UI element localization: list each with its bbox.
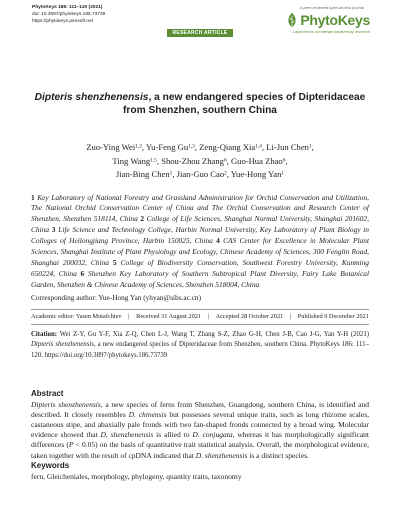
affiliations: [31, 193, 369, 291]
text-run: is allied to: [153, 430, 193, 440]
text-run: , a new species of ferns from Shenzhen, Guangdong, southern China, is identified and described. It closely resembles: [31, 399, 369, 419]
affiliation-number: 4: [216, 236, 220, 246]
author-separator: ,: [285, 155, 288, 166]
text-run: , a new endangered species of Dipteridaceae from Shenzhen, southern China. PhytoKeys 186: 111–120.: [31, 341, 369, 359]
keyword[interactable]: taxonomy: [211, 472, 242, 481]
author-name: Ting Wang: [112, 155, 151, 166]
citation: [31, 330, 369, 361]
text-run: Yue-Hong Yan (: [96, 293, 146, 302]
keywords-list: [31, 472, 369, 482]
author-name: Yue-Hong Yan: [230, 169, 282, 179]
italic-text: Dipteris shenzhenensis: [31, 341, 94, 349]
logo-tagline-bottom: Launched to accelerate biodiversity research: [292, 29, 370, 34]
bold-label: Citation:: [31, 331, 58, 338]
italic-text: D. shenzhenensis: [100, 430, 154, 440]
author: [177, 169, 229, 179]
text-run: Corresponding author:: [31, 293, 97, 302]
affiliation-marker: 6: [282, 156, 286, 163]
separator: |: [128, 312, 130, 320]
affiliation: [31, 269, 369, 289]
author: [116, 169, 175, 179]
author-name: Shou-Zhou Zhang: [161, 155, 224, 166]
italic-text: Dipteris shenzhenensis: [31, 399, 101, 409]
doi-link[interactable]: doi: 10.3897/phytokeys.186.73739: [32, 11, 106, 17]
affiliation-number: 2: [140, 214, 145, 224]
keyword[interactable]: morphology: [91, 472, 128, 481]
affiliation-marker: 1: [308, 143, 312, 150]
author-separator: ,: [261, 142, 265, 152]
journal-logo[interactable]: [286, 5, 370, 35]
journal-url-link[interactable]: https://phytokeys.pensoft.net: [32, 18, 94, 24]
divider-top: [31, 309, 369, 310]
separator: |: [289, 312, 292, 320]
keywords-heading: Keywords: [31, 461, 70, 470]
author: [266, 142, 314, 152]
author: [231, 156, 288, 166]
affiliation-number: 5: [112, 257, 117, 267]
affiliation-marker: 6: [223, 156, 227, 163]
italic-text: D. conjugata: [192, 430, 233, 440]
author-name: Jian-Bing Chen: [115, 169, 170, 179]
author-name: Yu-Feng Gu: [145, 142, 189, 152]
author-separator: ,: [194, 142, 198, 152]
editor-dates-line: [31, 312, 369, 322]
affiliation-text: Key Laboratory of National Forestry and Grassland Administration for Orchid Conservation and Utilization, The National Orchid Conservation Center of China and The Orchid Conservation and Research Center of Shenzhen, Shenzhen 518114, China: [31, 192, 369, 224]
author-separator: ,: [141, 142, 145, 152]
affiliation-number: 1: [31, 192, 35, 202]
separator: |: [207, 312, 209, 320]
logo-row: [286, 11, 370, 29]
affiliation-text: College of Life Sciences, Shanghai Normal University, Shanghai 201602, China: [31, 214, 369, 235]
divider-bottom: [31, 324, 369, 325]
author: [231, 169, 284, 179]
academic-editor: Academic editor: Yasen Mutafchiev: [31, 312, 122, 320]
keyword[interactable]: phylogeny: [131, 472, 163, 481]
abstract-heading: Abstract: [31, 389, 64, 398]
published-date: Published 9 December 2021: [297, 312, 369, 320]
author: [161, 156, 229, 166]
text-run: Wei Z-Y, Gu Y-F, Xia Z-Q, Chen L-J, Wang T, Zhang S-Z, Zhao G-H, Chen J-B, Cao J-G, Yan Y-H (2021): [57, 331, 369, 338]
journal-info: [32, 4, 105, 25]
corresponding-author: [31, 293, 369, 303]
keyword[interactable]: quantity traits: [166, 472, 208, 481]
affiliation-marker: 1: [169, 170, 173, 177]
italic-text: P: [68, 440, 74, 450]
author: [112, 156, 159, 166]
author-name: Jian-Guo Cao: [176, 169, 225, 179]
received-date: Received 31 August 2021: [136, 312, 202, 320]
affiliation-marker: 1,3: [188, 143, 195, 150]
logo-tagline-top: A peer-reviewed open-access journal: [299, 5, 364, 10]
affiliation-text: CAS Center for Excellence in Molecular Plant Sciences, Shanghai Institute of Plant Physiology and Ecology, Chinese Academy of Sciences, 300 Fenglin Road, Shanghai 200032, China: [31, 236, 369, 267]
author-separator: ,: [172, 169, 175, 179]
text-run: but possesses several unique traits, such as long rhizome scales, castaneous stipe, and abaxially pale fronds with two fan-shaped fronds connected by a broad wing. Molecular evidence showed that: [31, 409, 369, 440]
accepted-date: Accepted 28 October 2021: [215, 312, 284, 320]
italic-text: Dipteris shenzhenensis: [34, 91, 149, 103]
text-run: is a distinct species.: [247, 450, 309, 460]
author-name: Guo-Hua Zhao: [230, 155, 283, 166]
author-name: Zuo-Ying Wei: [86, 142, 136, 152]
link[interactable]: yhyan@sibs.ac.cn: [145, 293, 199, 302]
keyword[interactable]: fern: [31, 472, 44, 481]
affiliation-text: College of Biodiversity Conservation, Southwest Forestry University, Kunming 650224, China: [31, 257, 369, 278]
article-type-badge: RESEARCH ARTICLE: [167, 29, 233, 38]
affiliation-marker: 2: [224, 170, 227, 177]
affiliation-marker: 1: [281, 170, 285, 177]
author-line: [30, 141, 370, 155]
keyword[interactable]: Gleicheniales: [46, 472, 88, 481]
author-separator: ,: [226, 169, 229, 179]
article-title: [30, 91, 370, 118]
author-name: Li-Jun Chen: [266, 142, 309, 152]
affiliation-marker: 1,2: [135, 143, 142, 150]
affiliation-text: Life Science and Technology College, Harbin Normal University, Key Laboratory of Plant Biology in Colleges of Heilongjiang Province, Harbin 150025, China: [31, 225, 369, 246]
italic-text: D. chinensis: [128, 409, 167, 419]
text-run: , whereas it has morphologically significant differences (: [31, 430, 369, 450]
author: [86, 142, 144, 152]
author: [146, 142, 197, 152]
keyword-separator: ,: [207, 472, 210, 481]
author-line: [30, 168, 370, 182]
author-separator: ,: [226, 155, 229, 166]
italic-text: D. shenzhenensis: [195, 450, 248, 460]
link[interactable]: https://doi.org/10.3897/phytokeys.186.73739: [44, 351, 168, 359]
affiliation-text: Shenzhen Key Laboratory of Southern Subtropical Plant Diversity, Fairy Lake Botanical Garden, Shenzhen & Chinese Academy of Sciences, Shenzhen 518004, China: [31, 268, 369, 289]
abstract-text: [31, 400, 369, 461]
text-run: , a new endangered species of Dipteridaceae from Shenzhen, southern China: [123, 91, 366, 116]
text-run: ): [198, 293, 202, 302]
keyword-separator: ,: [127, 472, 130, 481]
leaf-icon: [286, 12, 298, 28]
text-run: < 0.05) on the basis of quantitative trait statistical analysis. Overall, the morphological evidence, taken together with the result of cpDNA indicated that: [31, 440, 369, 460]
affiliation-number: 6: [80, 268, 85, 278]
author-separator: ,: [156, 155, 160, 166]
author: [199, 142, 264, 152]
keyword-separator: ,: [162, 472, 165, 481]
author-name: Zeng-Qiang Xia: [199, 142, 256, 152]
keyword-separator: ,: [43, 472, 45, 481]
affiliation-number: 3: [51, 225, 56, 235]
affiliation-marker: 1,5: [150, 156, 157, 163]
keyword-separator: ,: [87, 472, 90, 481]
author-list: [30, 141, 370, 182]
logo-name: PhytoKeys: [300, 12, 370, 28]
author-separator: ,: [311, 142, 314, 152]
journal-issue: PhytoKeys 186: 111–120 (2021): [32, 4, 103, 10]
author-line: [30, 155, 370, 169]
affiliation-marker: 1,4: [255, 143, 262, 150]
